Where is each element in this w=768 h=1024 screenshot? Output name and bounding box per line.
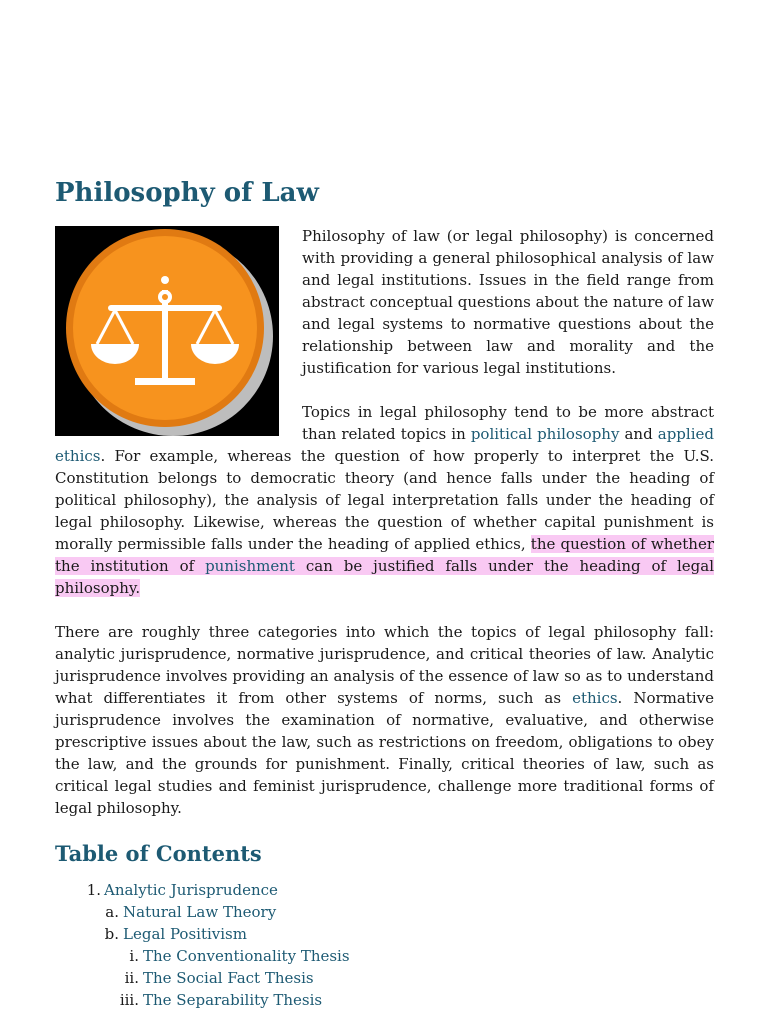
link-political-philosophy[interactable]: political philosophy <box>470 425 620 443</box>
table-of-contents <box>55 879 714 1011</box>
scales-of-justice-icon <box>55 226 279 436</box>
toc-link-conventionality-thesis[interactable]: The Conventionality Thesis <box>143 947 350 965</box>
toc-item-natural-law-theory <box>55 901 714 923</box>
article-image <box>55 226 279 436</box>
intro-paragraph: Philosophy of law (or legal philosophy) is concerned with providing a general philosophical analysis of law and legal institutions. Issues in the field range from abstract conceptual questions about the nature of law and legal systems to normative questions about the relationship between law and morality and the justification for various legal institutions. <box>302 227 714 377</box>
toc-link-social-fact-thesis[interactable]: The Social Fact Thesis <box>143 969 314 987</box>
topics-paragraph: Topics in legal philosophy tend to be more abstract than related topics in political philosophy and applied ethics. For example, whereas the question of how properly to interpret the U.S. Constitution belongs to democratic theory (and hence falls under the heading of political philosophy), the analysis of legal interpretation falls under the heading of legal philosophy. Likewise, whereas the question of whether capital punishment is morally permissible falls under the heading of applied ethics, the question of whether the institution of punishment can be justified falls under the heading of legal philosophy. <box>55 403 715 597</box>
toc-number: a. <box>105 903 119 921</box>
link-ethics[interactable]: ethics <box>572 689 618 707</box>
toc-number: i. <box>129 947 139 965</box>
toc-link-analytic-jurisprudence[interactable]: Analytic Jurisprudence <box>104 881 278 899</box>
toc-item-separability-thesis <box>55 989 714 1011</box>
page-title: Philosophy of Law <box>55 178 319 208</box>
toc-number: iii. <box>119 991 139 1009</box>
link-applied-ethics[interactable]: applied ethics <box>55 425 714 465</box>
toc-number: 1. <box>86 881 101 899</box>
toc-item-social-fact-thesis <box>55 967 714 989</box>
toc-link-natural-law-theory[interactable]: Natural Law Theory <box>123 903 277 921</box>
toc-link-separability-thesis[interactable]: The Separability Thesis <box>143 991 323 1009</box>
highlighted-text: the question of whether the institution of punishment can be justified falls under the heading of legal philosophy. <box>55 535 715 597</box>
toc-item-analytic-jurisprudence <box>55 879 714 901</box>
categories-paragraph: There are roughly three categories into which the topics of legal philosophy fall: analytic jurisprudence, normative jurisprudence, and critical theories of law. Analytic jurisprudence involves providing an analysis of the essence of law so as to understand what differentiates it from other systems of norms, such as ethics. Normative jurisprudence involves the examination of normative, evaluative, and otherwise prescriptive issues about the law, such as restrictions on freedom, obligations to obey the law, and the grounds for punishment. Finally, critical theories of law, such as critical legal studies and feminist jurisprudence, challenge more traditional forms of legal philosophy. <box>55 623 714 817</box>
toc-item-conventionality-thesis <box>55 945 714 967</box>
toc-item-legal-positivism <box>55 923 714 945</box>
toc-heading: Table of Contents <box>55 841 262 866</box>
link-punishment[interactable]: punishment <box>205 557 295 575</box>
article <box>55 176 714 1011</box>
toc-number: ii. <box>124 969 139 987</box>
toc-number: b. <box>104 925 119 943</box>
toc-link-legal-positivism[interactable]: Legal Positivism <box>123 925 247 943</box>
